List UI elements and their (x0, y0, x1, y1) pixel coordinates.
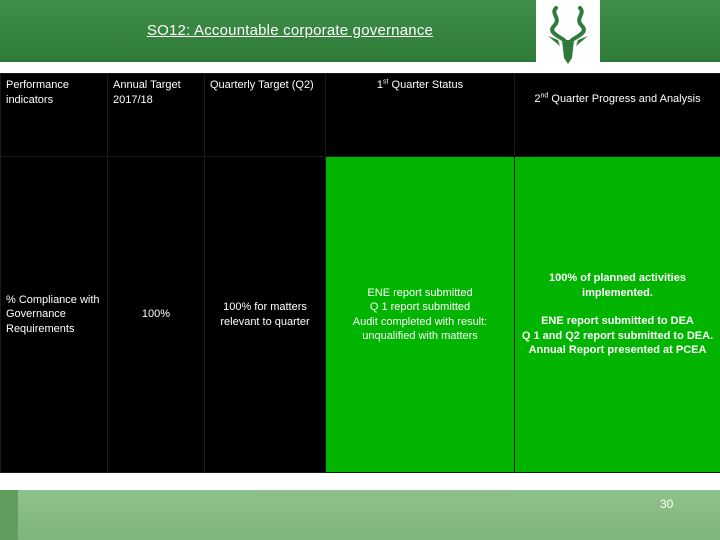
annual-target-cell: 100% (108, 157, 205, 473)
header-quarterly-target: Quarterly Target (Q2) (205, 74, 326, 157)
table-header-row (1, 74, 720, 157)
q2-progress-cell (515, 157, 720, 473)
spacer (520, 300, 715, 314)
q2-progress-line: Q 1 and Q2 report submitted to DEA. (521, 329, 714, 342)
header-performance-indicators: Performance indicators (1, 74, 108, 157)
footer-inner (18, 490, 720, 540)
logo (536, 0, 600, 70)
header-q2-progress (515, 74, 720, 157)
header-q2-num: 2 (534, 93, 541, 105)
header-q2-text: Quarter Progress and Analysis (548, 93, 701, 105)
quarterly-target-cell: 100% for matters relevant to quarter (205, 157, 326, 473)
q2-progress-line: 100% of planned activities implemented. (549, 272, 686, 299)
header-q1-num: 1 (376, 79, 384, 91)
q1-status-line: Q 1 report submitted (369, 301, 471, 313)
header-q1-sup: st (383, 78, 389, 86)
slide-title: SO12: Accountable corporate governance (146, 22, 434, 39)
page-number: 30 (660, 497, 674, 511)
performance-table (0, 73, 720, 473)
q1-status-line: ENE report submitted (367, 286, 473, 299)
q1-status-cell (326, 157, 515, 473)
header-q1-status (326, 74, 515, 157)
kudu-head-icon (536, 0, 600, 70)
q1-status-line: Audit completed with result: unqualified with matters (352, 315, 488, 342)
header-q1-text: Quarter Status (388, 79, 464, 91)
q2-progress-line: ENE report submitted to DEA (541, 315, 694, 328)
q2-progress-line: Annual Report presented at PCEA (528, 344, 707, 357)
footer-band (0, 490, 720, 540)
header-annual-target: Annual Target 2017/18 (108, 74, 205, 157)
indicator-cell: % Compliance with Governance Requirements (1, 157, 108, 473)
table-row (1, 157, 720, 473)
header-q2-sup: nd (540, 92, 549, 100)
